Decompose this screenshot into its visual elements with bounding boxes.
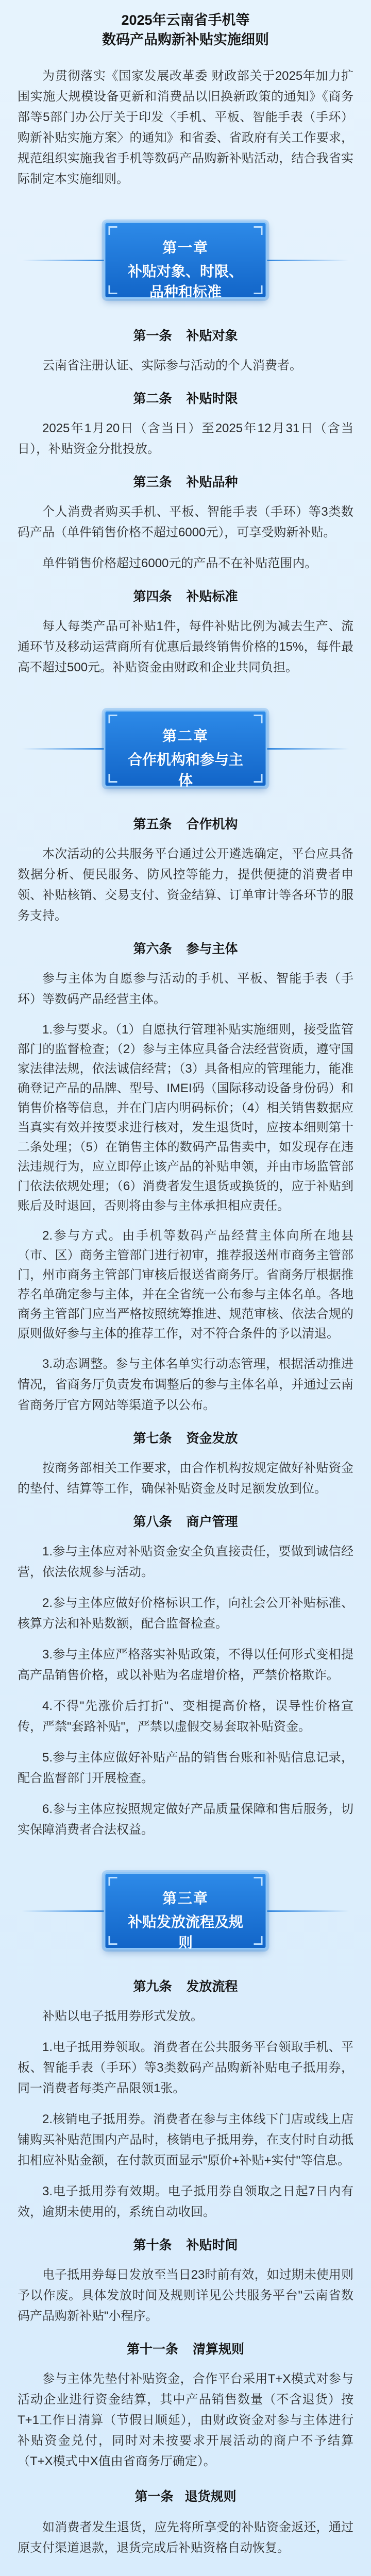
page-subtitle: 数码产品购新补贴实施细则 [102,32,269,47]
article-number: 第六条 [133,942,172,956]
chapter-2-banner [22,710,349,787]
article-heading [18,327,353,345]
corner-decoration [254,774,263,783]
article-name: 资金发放 [186,1431,238,1446]
article-number: 第九条 [133,1979,172,1994]
article-paragraph: 3.动态调整。参与主体名单实行动态管理，根据活动推进情况，省商务厅负责发布调整后的参与主体名单，并通过云南省商务厅官方网站等渠道予以公布。 [18,1357,353,1412]
article-paragraph: 参与主体为自愿参与活动的手机、平板、智能手表（手环）等数码产品经营主体。 [18,972,353,1006]
article-paragraph: 电子抵用券每日发放至当日23时前有效，如过期未使用则予以作废。具体发放时间及规则详见公共服务平台"云南省数码产品购新补贴"小程序。 [18,2268,353,2323]
article-name: 合作机构 [186,817,238,832]
article-paragraph: 按商务部相关工作要求，由合作机构按规定做好补贴资金的垫付、结算等工作，确保补贴资金及时足额发放到位。 [18,1461,353,1496]
article-number: 第七条 [133,1431,172,1446]
article-name: 清算规则 [193,2342,245,2357]
article-heading [18,1977,353,1996]
article-paragraph: 4.不得"先涨价后打折"、变相提高价格，误导性价格宣传，严禁"套路补贴"，严禁以虚假交易套取补贴资金。 [18,1699,353,1734]
article-paragraph: 每人每类产品可补贴1件，每件补贴比例为减去生产、流通环节及移动运营商所有优惠后最终销售价格的15%，每件最高不超过500元。补贴资金由财政和企业共同负担。 [18,619,353,674]
corner-decoration [254,285,263,294]
chapter-name: 合作机构和参与主体 [127,752,243,788]
article-paragraph: 6.参与主体应按照规定做好产品质量保障和售后服务，切实保障消费者合法权益。 [18,1802,353,1837]
article-paragraph: 5.参与主体应做好补贴产品的销售台账和补贴信息记录，配合监督部门开展检查。 [18,1751,353,1785]
article-heading [18,815,353,834]
article-paragraph: 2.参与主体应做好价格标识工作，向社会公开补贴标准、核算方法和补贴数额，配合监督检查。 [18,1596,353,1631]
chapter-number: 第一章 [162,240,209,256]
page-title: 2025年云南省手机等 [121,12,250,28]
article-heading [18,2340,353,2359]
corner-decoration [109,1877,117,1886]
article-name: 补贴时间 [186,2238,238,2252]
article-number: 第一条 [133,329,172,343]
chapter-box [104,710,267,787]
chapter-3-banner [22,1872,349,1950]
article-heading [18,587,353,606]
section-heading [18,2574,353,2576]
article-paragraph: 1.参与要求。（1）自愿执行管理补贴实施细则，接受监管部门的监督检查；（2）参与主体应具备合法经营资质，遵守国家法律法规，依法诚信经营；（3）具备相应的管理能力，能准确登记产品的品牌、型号、IMEI码（国际移动设备身份码）和销售价格等信息，并在门店内明码标价；（4）相关销售数据应当真实有效并按要求进行核对，发生退货时，应按本细则第十二条处理；（5）在销售主体的数码产品售卖中，如发现存在违法违规行为，应立即停止该产品的补贴申领，并由市场监管部门依法依规处理；（6）消费者发生退货或换货的，应于补贴到账后及时退回，否则将由参与主体承担相应责任。 [18,1023,353,1213]
section-heading [18,2487,353,2506]
chapter-box [104,222,267,299]
article-number: 第十一条 [126,2342,178,2357]
article-name: 参与主体 [186,942,238,956]
article-paragraph: 2.核销电子抵用券。消费者在参与主体线下门店或线上店铺购买补贴范围内产品时，核销电子抵用券，在支付时自动抵扣相应补贴金额，在付款页面显示"原价+补贴+实付"等信息。 [18,2112,353,2167]
article-paragraph: 本次活动的公共服务平台通过公开遴选确定，平台应具备数据分析、便民服务、防风控等能力，提供便捷的消费者申领、补贴核销、交易支付、资金结算、订单审计等各环节的服务支持。 [18,847,353,923]
corner-decoration [109,285,117,294]
article-heading [18,2236,353,2255]
article-paragraph: 个人消费者购买手机、平板、智能手表（手环）等3类数码产品（单件销售价格不超过6000元），可享受购新补贴。 [18,505,353,539]
corner-decoration [254,226,263,235]
article-heading [18,389,353,408]
corner-decoration [254,715,263,723]
article-heading [18,940,353,958]
corner-decoration [254,1936,263,1945]
article-paragraph: 单件销售价格超过6000元的产品不在补贴范围内。 [42,556,317,570]
article-paragraph: 1.参与主体应对补贴资金安全负直接责任，要做到诚信经营，依法依规参与活动。 [18,1545,353,1579]
chapter-number: 第二章 [162,728,209,744]
chapter-box [104,1872,267,1950]
corner-decoration [109,1936,117,1945]
section-name: 退货规则 [184,2489,237,2504]
article-paragraph: 补贴以电子抵用券形式发放。 [42,2009,203,2023]
article-name: 商户管理 [186,1515,238,1529]
article-number: 第八条 [133,1515,172,1529]
article-name: 补贴标准 [186,589,238,604]
article-paragraph: 2.参与方式。由手机等数码产品经营主体向所在地县（市、区）商务主管部门进行初审，推荐报送州市商务主管部门，州市商务主管部门审核后报送省商务厅。省商务厅根据推荐名单确定参与主体，并在全省统一公布参与主体名单。各地商务主管部门应当严格按照统筹推进、规范审核、依法合规的原则做好参与主体的推荐工作，对不符合条件的予以清退。 [18,1229,353,1341]
article-number: 第五条 [133,817,172,832]
corner-decoration [109,774,117,783]
article-number: 第二条 [133,392,172,406]
corner-decoration [254,1877,263,1886]
section-number: 第一条 [134,2489,174,2504]
chapter-1-banner [22,222,349,299]
chapter-number: 第三章 [162,1890,209,1906]
article-name: 补贴时限 [186,392,238,406]
article-number: 第四条 [133,589,172,604]
article-name: 发放流程 [186,1979,238,1994]
article-heading [18,1513,353,1531]
article-paragraph: 3.参与主体应严格落实补贴政策，不得以任何形式变相提高产品销售价格，或以补贴为名虚增价格，严禁价格欺诈。 [18,1648,353,1682]
article-paragraph: 云南省注册认证、实际参与活动的个人消费者。 [42,359,302,372]
article-paragraph: 1.电子抵用券领取。消费者在公共服务平台领取手机、平板、智能手表（手环）等3类数码产品购新补贴电子抵用券，同一消费者每类产品限领1张。 [18,2040,353,2095]
article-heading [18,1429,353,1448]
article-number: 第十条 [133,2238,172,2252]
chapter-name: 补贴发放流程及规则 [127,1914,243,1951]
article-heading [18,473,353,492]
article-paragraph: 3.电子抵用券有效期。电子抵用券自领取之日起7日内有效，逾期未使用的，系统自动收回。 [18,2184,353,2219]
article-paragraph: 2025年1月20日（含当日）至2025年12月31日（含当日），补贴资金分批投放。 [18,421,353,456]
article-number: 第三条 [133,475,172,489]
article-name: 补贴对象 [186,329,238,343]
corner-decoration [109,715,117,723]
intro-paragraph: 为贯彻落实《国家发展改革委 财政部关于2025年加力扩围实施大规模设备更新和消费品以旧换新政策的通知》《商务部等5部门办公厅关于印发〈手机、平板、智能手表（手环）购新补贴实施方案〉的通知》和省委、省政府有关工作要求，规范组织实施我省手机等数码产品购新补贴活动，结合我省实际制定本实施细则。 [18,69,353,186]
chapter-name: 补贴对象、时限、品种和标准 [127,263,243,300]
corner-decoration [109,226,117,235]
article-paragraph: 如消费者发生退货，应先将所享受的补贴资金返还，通过原支付渠道退款，退货完成后补贴资格自动恢复。 [18,2520,353,2555]
article-name: 补贴品种 [186,475,238,489]
article-paragraph: 参与主体先垫付补贴资金，合作平台采用T+X模式对参与活动企业进行资金结算，其中产品销售数量（不含退货）按T+1工作日清算（节假日顺延），由财政资金对参与主体进行补贴资金兑付，同时对未按要求开展活动的商户不予结算（T+X模式中X值由省商务厅确定）。 [18,2372,353,2468]
